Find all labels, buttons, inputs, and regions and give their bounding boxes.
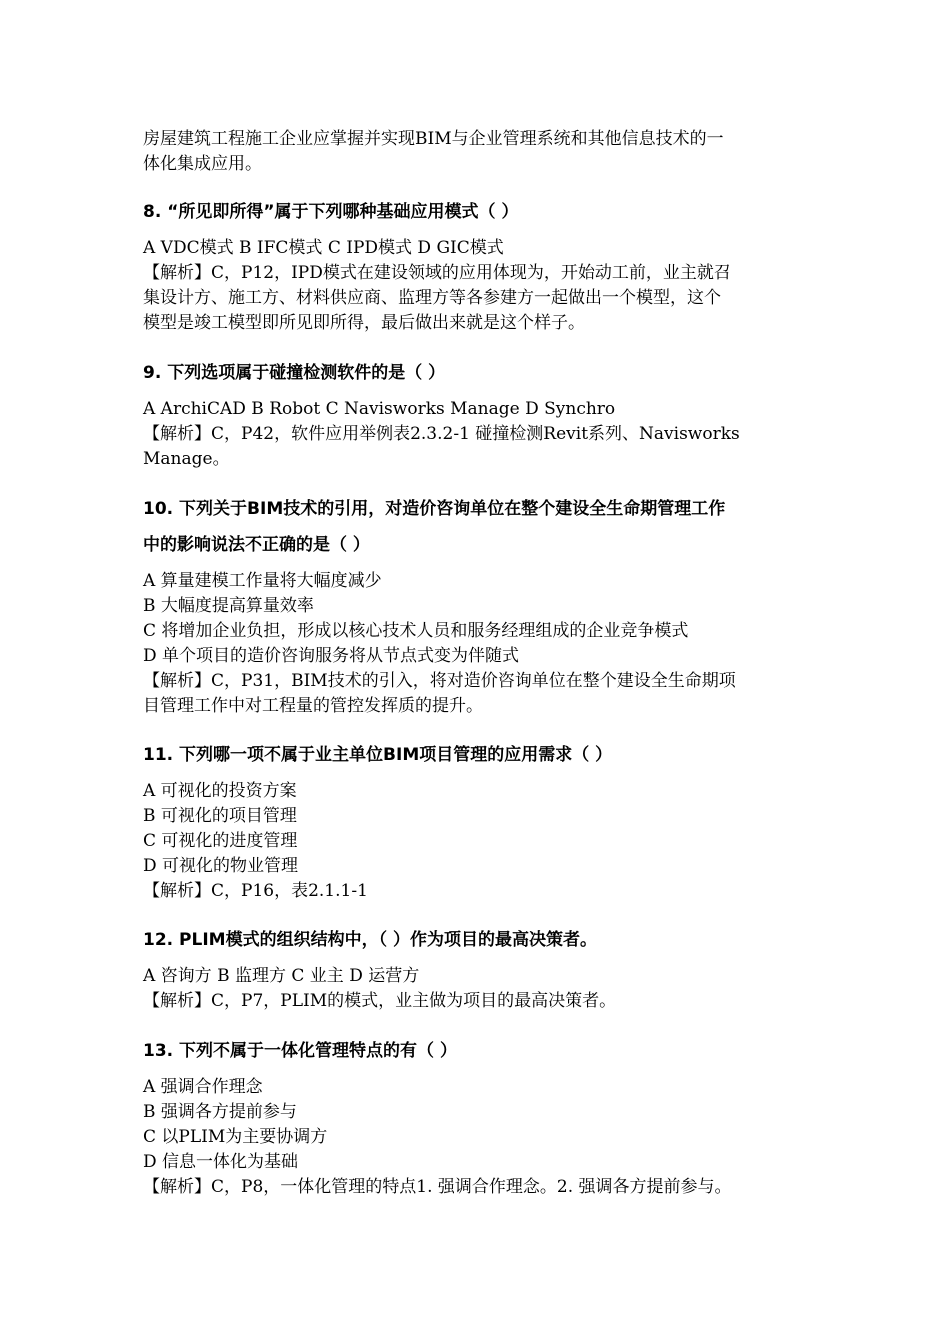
question-13-option-a: A 强调合作理念 (143, 1077, 263, 1097)
question-9-title: 9. 下列选项属于碰撞检测软件的是（ ） (143, 363, 446, 383)
question-9-options: A ArchiCAD B Robot C Navisworks Manage D Synchro (143, 399, 616, 419)
question-10-option-d: D 单个项目的造价咨询服务将从节点式变为伴随式 (143, 646, 520, 666)
question-9-analysis-line-2: Manage。 (143, 449, 230, 469)
question-8-analysis-line-1: 【解析】C，P12，IPD模式在建设领域的应用体现为，开始动工前，业主就召 (143, 263, 731, 283)
question-13-title: 13. 下列不属于一体化管理特点的有（ ） (143, 1041, 457, 1061)
question-12-analysis: 【解析】C，P7，PLIM的模式，业主做为项目的最高决策者。 (143, 991, 617, 1011)
question-9-analysis-line-1: 【解析】C，P42，软件应用举例表2.3.2-1 碰撞检测Revit系列、Navisworks (143, 424, 740, 444)
question-8-analysis-line-2: 集设计方、施工方、材料供应商、监理方等各参建方一起做出一个模型，这个 (143, 288, 721, 308)
question-11-option-a: A 可视化的投资方案 (143, 781, 297, 801)
question-8-title: 8. “所见即所得”属于下列哪种基础应用模式（ ） (143, 202, 519, 222)
question-10-analysis-line-1: 【解析】C，P31，BIM技术的引入，将对造价咨询单位在整个建设全生命期项 (143, 671, 736, 691)
question-10-option-b: B 大幅度提高算量效率 (143, 596, 314, 616)
question-13-option-d: D 信息一体化为基础 (143, 1152, 299, 1172)
question-13-option-c: C 以PLIM为主要协调方 (143, 1127, 328, 1147)
question-10-option-c: C 将增加企业负担，形成以核心技术人员和服务经理组成的企业竞争模式 (143, 621, 689, 641)
question-10-title-line-1: 10. 下列关于BIM技术的引用，对造价咨询单位在整个建设全生命期管理工作 (143, 499, 726, 519)
question-10-option-a: A 算量建模工作量将大幅度减少 (143, 571, 382, 591)
question-10-analysis-line-2: 目管理工作中对工程量的管控发挥质的提升。 (143, 696, 483, 716)
question-13-analysis: 【解析】C，P8，一体化管理的特点1. 强调合作理念。2. 强调各方提前参与。 (143, 1177, 732, 1197)
question-11-option-d: D 可视化的物业管理 (143, 856, 299, 876)
question-12-options: A 咨询方 B 监理方 C 业主 D 运营方 (143, 966, 420, 986)
question-8-analysis-line-3: 模型是竣工模型即所见即所得，最后做出来就是这个样子。 (143, 313, 585, 333)
intro-line-1: 房屋建筑工程施工企业应掌握并实现BIM与企业管理系统和其他信息技术的一 (143, 129, 724, 149)
question-13-option-b: B 强调各方提前参与 (143, 1102, 297, 1122)
question-10-title-line-2: 中的影响说法不正确的是（ ） (143, 535, 370, 555)
question-11-option-c: C 可视化的进度管理 (143, 831, 298, 851)
question-11-option-b: B 可视化的项目管理 (143, 806, 297, 826)
question-12-title: 12. PLIM模式的组织结构中，（ ）作为项目的最高决策者。 (143, 930, 597, 950)
intro-line-2: 体化集成应用。 (143, 154, 262, 174)
question-8-options: A VDC模式 B IFC模式 C IPD模式 D GIC模式 (143, 238, 504, 258)
question-11-title: 11. 下列哪一项不属于业主单位BIM项目管理的应用需求（ ） (143, 745, 613, 765)
question-11-analysis: 【解析】C，P16，表2.1.1-1 (143, 881, 368, 901)
